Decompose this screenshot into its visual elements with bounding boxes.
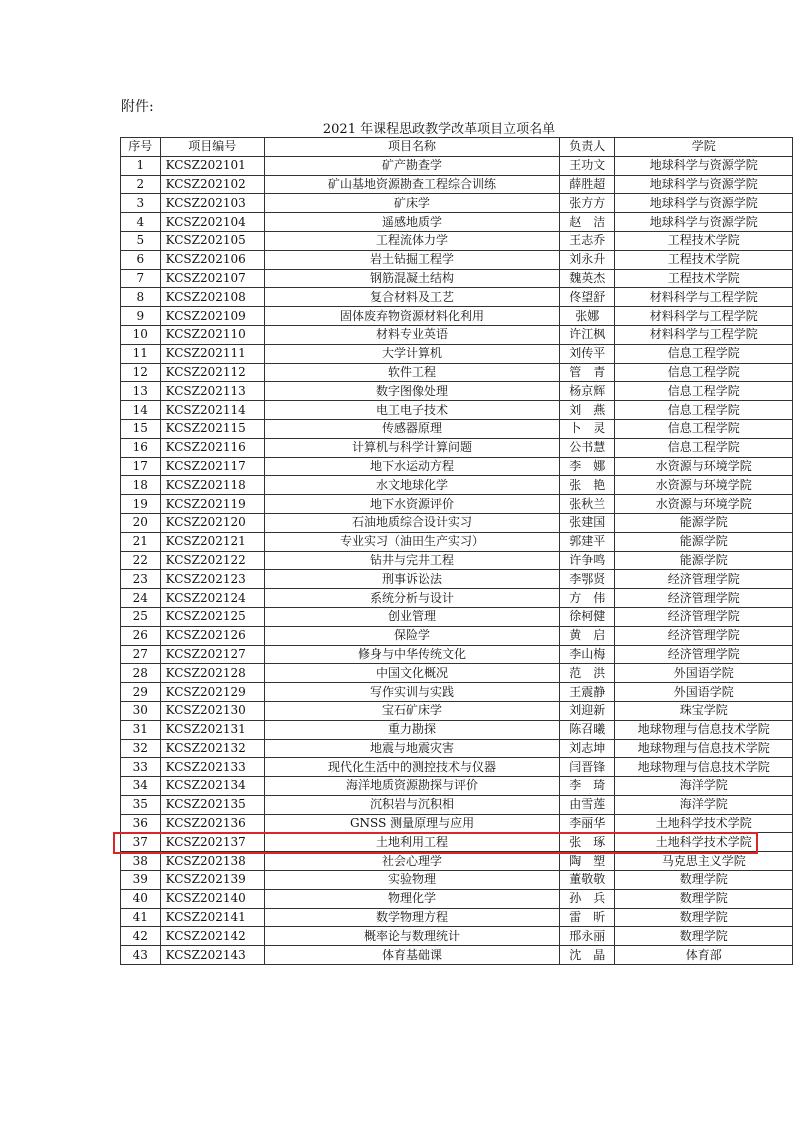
- cell-college: 经济管理学院: [615, 645, 793, 664]
- table-row: [121, 476, 793, 495]
- cell-project-name: 石油地质综合设计实习: [264, 513, 559, 532]
- header-leader: 负责人: [560, 138, 615, 157]
- row-highlight-box: [113, 832, 758, 854]
- cell-project-code: KCSZ202123: [160, 570, 264, 589]
- cell-college: 工程技术学院: [615, 231, 793, 250]
- cell-index: 14: [121, 401, 161, 420]
- cell-project-name: 电工电子技术: [264, 401, 559, 420]
- cell-leader: 闫晋锋: [560, 758, 615, 777]
- table-row: [121, 946, 793, 965]
- cell-project-code: KCSZ202108: [160, 288, 264, 307]
- cell-index: 23: [121, 570, 161, 589]
- cell-project-name: 物理化学: [264, 889, 559, 908]
- cell-index: 42: [121, 927, 161, 946]
- cell-project-code: KCSZ202121: [160, 532, 264, 551]
- cell-project-name: 系统分析与设计: [264, 589, 559, 608]
- cell-project-name: 宝石矿床学: [264, 701, 559, 720]
- cell-project-code: KCSZ202117: [160, 457, 264, 476]
- cell-index: 19: [121, 495, 161, 514]
- cell-project-code: KCSZ202124: [160, 589, 264, 608]
- cell-index: 24: [121, 589, 161, 608]
- cell-project-name: 现代化生活中的测控技术与仪器: [264, 758, 559, 777]
- cell-project-code: KCSZ202106: [160, 250, 264, 269]
- cell-project-name: 传感器原理: [264, 419, 559, 438]
- cell-index: 17: [121, 457, 161, 476]
- cell-index: 22: [121, 551, 161, 570]
- cell-leader: 李 娜: [560, 457, 615, 476]
- cell-leader: 张 艳: [560, 476, 615, 495]
- cell-project-name: 大学计算机: [264, 344, 559, 363]
- cell-leader: 王志乔: [560, 231, 615, 250]
- cell-leader: 公书慧: [560, 438, 615, 457]
- cell-college: 信息工程学院: [615, 344, 793, 363]
- cell-project-name: 专业实习（油田生产实习）: [264, 532, 559, 551]
- header-index: 序号: [121, 138, 161, 157]
- cell-project-name: 地震与地震灾害: [264, 739, 559, 758]
- cell-index: 16: [121, 438, 161, 457]
- cell-project-code: KCSZ202128: [160, 664, 264, 683]
- cell-college: 地球科学与资源学院: [615, 175, 793, 194]
- cell-college: 地球科学与资源学院: [615, 194, 793, 213]
- cell-leader: 范 洪: [560, 664, 615, 683]
- table-row: [121, 175, 793, 194]
- cell-leader: 郭建平: [560, 532, 615, 551]
- table-row: [121, 645, 793, 664]
- cell-leader: 管 青: [560, 363, 615, 382]
- cell-project-code: KCSZ202132: [160, 739, 264, 758]
- cell-project-name: 固体废弃物资源材料化利用: [264, 307, 559, 326]
- cell-index: 21: [121, 532, 161, 551]
- cell-college: 土地科学技术学院: [615, 833, 793, 852]
- cell-leader: 许江枫: [560, 325, 615, 344]
- cell-project-code: KCSZ202101: [160, 156, 264, 175]
- cell-project-name: 保险学: [264, 626, 559, 645]
- table-row: [121, 382, 793, 401]
- cell-project-code: KCSZ202139: [160, 871, 264, 890]
- cell-project-code: KCSZ202103: [160, 194, 264, 213]
- cell-project-name: 写作实训与实践: [264, 683, 559, 702]
- table-row: [121, 269, 793, 288]
- cell-project-code: KCSZ202109: [160, 307, 264, 326]
- cell-college: 能源学院: [615, 551, 793, 570]
- cell-project-code: KCSZ202105: [160, 231, 264, 250]
- cell-index: 32: [121, 739, 161, 758]
- cell-leader: 黄 启: [560, 626, 615, 645]
- cell-project-code: KCSZ202140: [160, 889, 264, 908]
- header-project-name: 项目名称: [264, 138, 559, 157]
- cell-project-name: 海洋地质资源勘探与评价: [264, 777, 559, 796]
- cell-project-name: 钢筋混凝土结构: [264, 269, 559, 288]
- cell-index: 28: [121, 664, 161, 683]
- cell-college: 地球物理与信息技术学院: [615, 739, 793, 758]
- cell-college: 信息工程学院: [615, 419, 793, 438]
- cell-project-name: GNSS 测量原理与应用: [264, 814, 559, 833]
- cell-college: 工程技术学院: [615, 269, 793, 288]
- table-row: [121, 570, 793, 589]
- cell-college: 外国语学院: [615, 683, 793, 702]
- cell-project-code: KCSZ202138: [160, 852, 264, 871]
- cell-project-name: 修身与中华传统文化: [264, 645, 559, 664]
- cell-leader: 董敬敬: [560, 871, 615, 890]
- cell-project-code: KCSZ202143: [160, 946, 264, 965]
- cell-college: 数理学院: [615, 871, 793, 890]
- cell-project-name: 体育基础课: [264, 946, 559, 965]
- cell-project-name: 计算机与科学计算问题: [264, 438, 559, 457]
- cell-project-name: 社会心理学: [264, 852, 559, 871]
- cell-leader: 王震静: [560, 683, 615, 702]
- cell-leader: 雷 昕: [560, 908, 615, 927]
- cell-leader: 刘传平: [560, 344, 615, 363]
- cell-project-name: 刑事诉讼法: [264, 570, 559, 589]
- table-row: [121, 889, 793, 908]
- cell-college: 水资源与环境学院: [615, 476, 793, 495]
- cell-leader: 孙 兵: [560, 889, 615, 908]
- table-row: [121, 363, 793, 382]
- cell-leader: 陶 塑: [560, 852, 615, 871]
- cell-project-code: KCSZ202122: [160, 551, 264, 570]
- cell-college: 水资源与环境学院: [615, 495, 793, 514]
- cell-college: 材料科学与工程学院: [615, 288, 793, 307]
- cell-leader: 张娜: [560, 307, 615, 326]
- cell-project-name: 地下水运动方程: [264, 457, 559, 476]
- table-row: [121, 927, 793, 946]
- cell-leader: 魏英杰: [560, 269, 615, 288]
- table-row: [121, 758, 793, 777]
- table-row: [121, 213, 793, 232]
- cell-project-code: KCSZ202120: [160, 513, 264, 532]
- cell-leader: 张 琢: [560, 833, 615, 852]
- table-row: [121, 739, 793, 758]
- table-row: [121, 156, 793, 175]
- cell-project-code: KCSZ202142: [160, 927, 264, 946]
- cell-index: 25: [121, 607, 161, 626]
- cell-index: 10: [121, 325, 161, 344]
- cell-leader: 刘志坤: [560, 739, 615, 758]
- cell-college: 经济管理学院: [615, 570, 793, 589]
- table-row: [121, 495, 793, 514]
- cell-project-code: KCSZ202119: [160, 495, 264, 514]
- cell-project-code: KCSZ202112: [160, 363, 264, 382]
- table-row: [121, 852, 793, 871]
- cell-index: 15: [121, 419, 161, 438]
- cell-college: 地球物理与信息技术学院: [615, 720, 793, 739]
- cell-college: 材料科学与工程学院: [615, 325, 793, 344]
- cell-leader: 由雪莲: [560, 795, 615, 814]
- cell-project-code: KCSZ202116: [160, 438, 264, 457]
- cell-leader: 方 伟: [560, 589, 615, 608]
- cell-leader: 李丽华: [560, 814, 615, 833]
- cell-project-name: 工程流体力学: [264, 231, 559, 250]
- cell-index: 6: [121, 250, 161, 269]
- cell-project-name: 土地利用工程: [264, 833, 559, 852]
- cell-project-name: 矿山基地资源勘查工程综合训练: [264, 175, 559, 194]
- cell-leader: 刘 燕: [560, 401, 615, 420]
- cell-project-code: KCSZ202136: [160, 814, 264, 833]
- table-header-row: [121, 138, 793, 157]
- cell-project-name: 钻井与完井工程: [264, 551, 559, 570]
- cell-college: 地球物理与信息技术学院: [615, 758, 793, 777]
- cell-project-code: KCSZ202115: [160, 419, 264, 438]
- cell-index: 5: [121, 231, 161, 250]
- cell-leader: 许争鸣: [560, 551, 615, 570]
- cell-college: 工程技术学院: [615, 250, 793, 269]
- header-college: 学院: [615, 138, 793, 157]
- cell-index: 20: [121, 513, 161, 532]
- cell-index: 31: [121, 720, 161, 739]
- cell-college: 信息工程学院: [615, 438, 793, 457]
- table-row: [121, 589, 793, 608]
- cell-project-name: 中国文化概况: [264, 664, 559, 683]
- cell-project-name: 数字图像处理: [264, 382, 559, 401]
- cell-leader: 徐柯健: [560, 607, 615, 626]
- cell-college: 外国语学院: [615, 664, 793, 683]
- cell-index: 12: [121, 363, 161, 382]
- table-row: [121, 720, 793, 739]
- cell-leader: 陈召曦: [560, 720, 615, 739]
- cell-project-name: 矿产勘查学: [264, 156, 559, 175]
- table-row: [121, 231, 793, 250]
- table-row: [121, 401, 793, 420]
- cell-index: 36: [121, 814, 161, 833]
- cell-index: 2: [121, 175, 161, 194]
- cell-project-code: KCSZ202129: [160, 683, 264, 702]
- cell-index: 37: [121, 833, 161, 852]
- cell-leader: 邢永丽: [560, 927, 615, 946]
- cell-college: 地球科学与资源学院: [615, 156, 793, 175]
- header-project-code: 项目编号: [160, 138, 264, 157]
- table-row: [121, 419, 793, 438]
- cell-college: 数理学院: [615, 889, 793, 908]
- cell-leader: 李 琦: [560, 777, 615, 796]
- cell-index: 39: [121, 871, 161, 890]
- cell-project-code: KCSZ202130: [160, 701, 264, 720]
- table-row: [121, 307, 793, 326]
- cell-project-name: 材料专业英语: [264, 325, 559, 344]
- table-row: [121, 250, 793, 269]
- table-row: [121, 908, 793, 927]
- cell-project-name: 复合材料及工艺: [264, 288, 559, 307]
- cell-college: 马克思主义学院: [615, 852, 793, 871]
- cell-project-name: 矿床学: [264, 194, 559, 213]
- cell-college: 材料科学与工程学院: [615, 307, 793, 326]
- cell-project-code: KCSZ202131: [160, 720, 264, 739]
- cell-leader: 刘永升: [560, 250, 615, 269]
- cell-project-name: 创业管理: [264, 607, 559, 626]
- cell-project-code: KCSZ202114: [160, 401, 264, 420]
- table-row: [121, 814, 793, 833]
- table-row: [121, 532, 793, 551]
- cell-index: 35: [121, 795, 161, 814]
- cell-project-code: KCSZ202127: [160, 645, 264, 664]
- table-row: [121, 513, 793, 532]
- cell-index: 26: [121, 626, 161, 645]
- cell-project-name: 水文地球化学: [264, 476, 559, 495]
- cell-project-code: KCSZ202137: [160, 833, 264, 852]
- cell-project-name: 重力勘探: [264, 720, 559, 739]
- cell-project-code: KCSZ202110: [160, 325, 264, 344]
- cell-college: 数理学院: [615, 927, 793, 946]
- table-row: [121, 607, 793, 626]
- cell-project-code: KCSZ202102: [160, 175, 264, 194]
- cell-college: 经济管理学院: [615, 626, 793, 645]
- cell-leader: 佟望舒: [560, 288, 615, 307]
- cell-college: 地球科学与资源学院: [615, 213, 793, 232]
- cell-project-name: 软件工程: [264, 363, 559, 382]
- cell-project-code: KCSZ202125: [160, 607, 264, 626]
- cell-project-code: KCSZ202111: [160, 344, 264, 363]
- cell-index: 43: [121, 946, 161, 965]
- cell-index: 8: [121, 288, 161, 307]
- table-row: [121, 551, 793, 570]
- cell-college: 经济管理学院: [615, 589, 793, 608]
- cell-index: 33: [121, 758, 161, 777]
- cell-index: 41: [121, 908, 161, 927]
- cell-project-code: KCSZ202134: [160, 777, 264, 796]
- cell-leader: 张秋兰: [560, 495, 615, 514]
- cell-index: 38: [121, 852, 161, 871]
- cell-college: 经济管理学院: [615, 607, 793, 626]
- cell-index: 30: [121, 701, 161, 720]
- cell-project-code: KCSZ202141: [160, 908, 264, 927]
- cell-leader: 杨京辉: [560, 382, 615, 401]
- cell-index: 13: [121, 382, 161, 401]
- table-row: [121, 344, 793, 363]
- cell-project-name: 数学物理方程: [264, 908, 559, 927]
- cell-index: 40: [121, 889, 161, 908]
- cell-project-code: KCSZ202113: [160, 382, 264, 401]
- table-row: [121, 325, 793, 344]
- cell-college: 水资源与环境学院: [615, 457, 793, 476]
- cell-project-code: KCSZ202107: [160, 269, 264, 288]
- cell-leader: 张建国: [560, 513, 615, 532]
- cell-index: 3: [121, 194, 161, 213]
- cell-leader: 李鄂贤: [560, 570, 615, 589]
- cell-college: 土地科学技术学院: [615, 814, 793, 833]
- cell-index: 34: [121, 777, 161, 796]
- cell-index: 11: [121, 344, 161, 363]
- table-row: [121, 664, 793, 683]
- cell-college: 数理学院: [615, 908, 793, 927]
- table-row: [121, 457, 793, 476]
- cell-project-name: 遥感地质学: [264, 213, 559, 232]
- cell-index: 9: [121, 307, 161, 326]
- cell-college: 能源学院: [615, 532, 793, 551]
- cell-college: 海洋学院: [615, 777, 793, 796]
- cell-project-code: KCSZ202135: [160, 795, 264, 814]
- table-row: [121, 701, 793, 720]
- cell-college: 海洋学院: [615, 795, 793, 814]
- cell-leader: 卜 灵: [560, 419, 615, 438]
- table-row: [121, 871, 793, 890]
- cell-college: 信息工程学院: [615, 382, 793, 401]
- cell-college: 体育部: [615, 946, 793, 965]
- cell-leader: 赵 洁: [560, 213, 615, 232]
- table-row: [121, 194, 793, 213]
- cell-leader: 李山梅: [560, 645, 615, 664]
- document-title: 2021 年课程思政教学改革项目立项名单: [322, 122, 556, 137]
- table-row: [121, 795, 793, 814]
- cell-index: 1: [121, 156, 161, 175]
- cell-project-name: 地下水资源评价: [264, 495, 559, 514]
- cell-index: 7: [121, 269, 161, 288]
- cell-project-code: KCSZ202104: [160, 213, 264, 232]
- cell-college: 信息工程学院: [615, 363, 793, 382]
- attachment-label: 附件:: [121, 99, 154, 115]
- cell-leader: 沈 晶: [560, 946, 615, 965]
- cell-project-name: 概率论与数理统计: [264, 927, 559, 946]
- table-row: [121, 777, 793, 796]
- table-row: [121, 288, 793, 307]
- table-row: [121, 683, 793, 702]
- cell-leader: 王功文: [560, 156, 615, 175]
- cell-index: 18: [121, 476, 161, 495]
- cell-college: 信息工程学院: [615, 401, 793, 420]
- cell-project-name: 岩土钻掘工程学: [264, 250, 559, 269]
- cell-project-code: KCSZ202133: [160, 758, 264, 777]
- cell-index: 27: [121, 645, 161, 664]
- cell-index: 4: [121, 213, 161, 232]
- cell-college: 能源学院: [615, 513, 793, 532]
- cell-project-code: KCSZ202126: [160, 626, 264, 645]
- cell-leader: 张方方: [560, 194, 615, 213]
- cell-leader: 薛胜超: [560, 175, 615, 194]
- cell-leader: 刘迎新: [560, 701, 615, 720]
- cell-project-name: 实验物理: [264, 871, 559, 890]
- cell-project-name: 沉积岩与沉积相: [264, 795, 559, 814]
- table-row: [121, 438, 793, 457]
- cell-project-code: KCSZ202118: [160, 476, 264, 495]
- cell-index: 29: [121, 683, 161, 702]
- table-row: [121, 626, 793, 645]
- cell-college: 珠宝学院: [615, 701, 793, 720]
